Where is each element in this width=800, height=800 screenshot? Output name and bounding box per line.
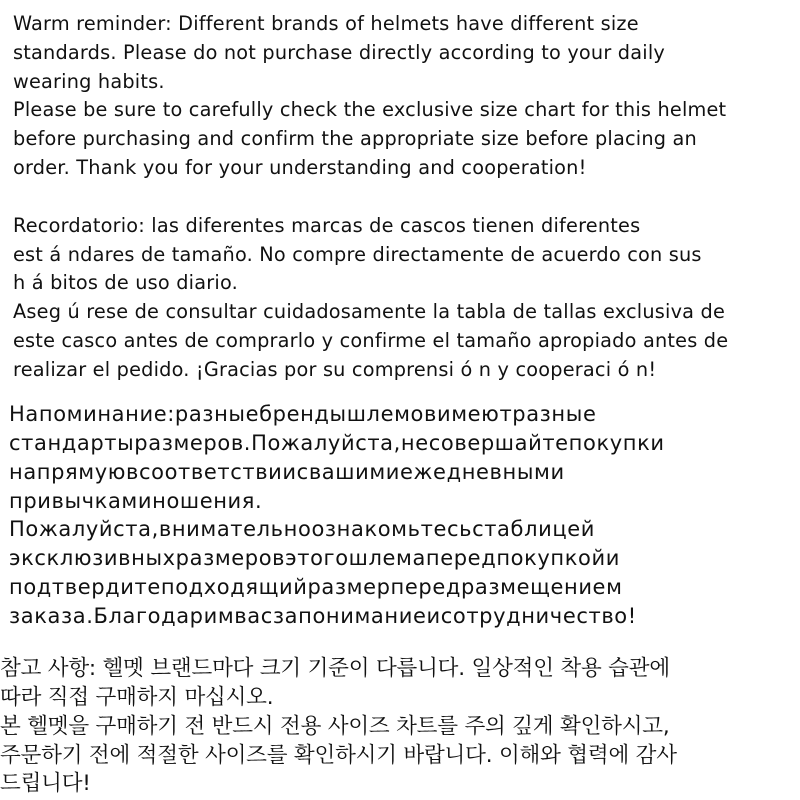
russian-line: напрямуювсоответствиисвашимиежедневными: [9, 460, 565, 484]
russian-line: заказа.Благодаримвасзапониманиеисотрудничество!: [9, 604, 637, 628]
english-line: order. Thank you for your understanding and cooperation!: [13, 156, 587, 179]
english-line: standards. Please do not purchase directly according to your daily: [13, 41, 665, 64]
korean-line: 본 헬멧을 구매하기 전 반드시 전용 사이즈 차트를 주의 깊게 확인하시고,: [0, 714, 670, 739]
english-line: wearing habits.: [13, 70, 165, 93]
english-line: Please be sure to carefully check the exclusive size chart for this helmet: [13, 98, 727, 121]
spanish-line: este casco antes de comprarlo y confirme el tamaño apropiado antes de: [13, 329, 729, 352]
russian-line: Напоминание:разныебрендышлемовимеютразные: [9, 402, 597, 426]
russian-line: эксклюзивныхразмеровэтогошлемапередпокупкойи: [9, 546, 620, 570]
korean-line: 참고 사항: 헬멧 브랜드마다 크기 기준이 다릅니다. 일상적인 착용 습관에: [0, 656, 670, 681]
russian-line: Пожалуйста,внимательноознакомьтесьстаблицей: [9, 517, 596, 541]
spanish-line: realizar el pedido. ¡Gracias por su comprensi ó n y cooperaci ó n!: [13, 358, 657, 381]
korean-line: 드립니다!: [0, 771, 91, 796]
korean-line: 주문하기 전에 적절한 사이즈를 확인하시기 바랍니다. 이해와 협력에 감사: [0, 743, 677, 768]
english-line: Warm reminder: Different brands of helmets have different size: [13, 12, 639, 35]
english-line: before purchasing and confirm the appropriate size before placing an: [13, 127, 697, 150]
russian-line: привычкаминошения.: [9, 489, 263, 513]
spanish-line: h á bitos de uso diario.: [13, 271, 238, 294]
spanish-line: est á ndares de tamaño. No compre directamente de acuerdo con sus: [13, 243, 702, 266]
korean-line: 따라 직접 구매하지 마십시오.: [0, 685, 274, 710]
spanish-line: Aseg ú rese de consultar cuidadosamente la tabla de tallas exclusiva de: [13, 300, 726, 323]
russian-line: подтвердитеподходящийразмерпередразмещением: [9, 575, 623, 599]
spanish-line: Recordatorio: las diferentes marcas de cascos tienen diferentes: [13, 214, 641, 237]
russian-line: стандартыразмеров.Пожалуйста,несовершайтепокупки: [9, 431, 665, 455]
